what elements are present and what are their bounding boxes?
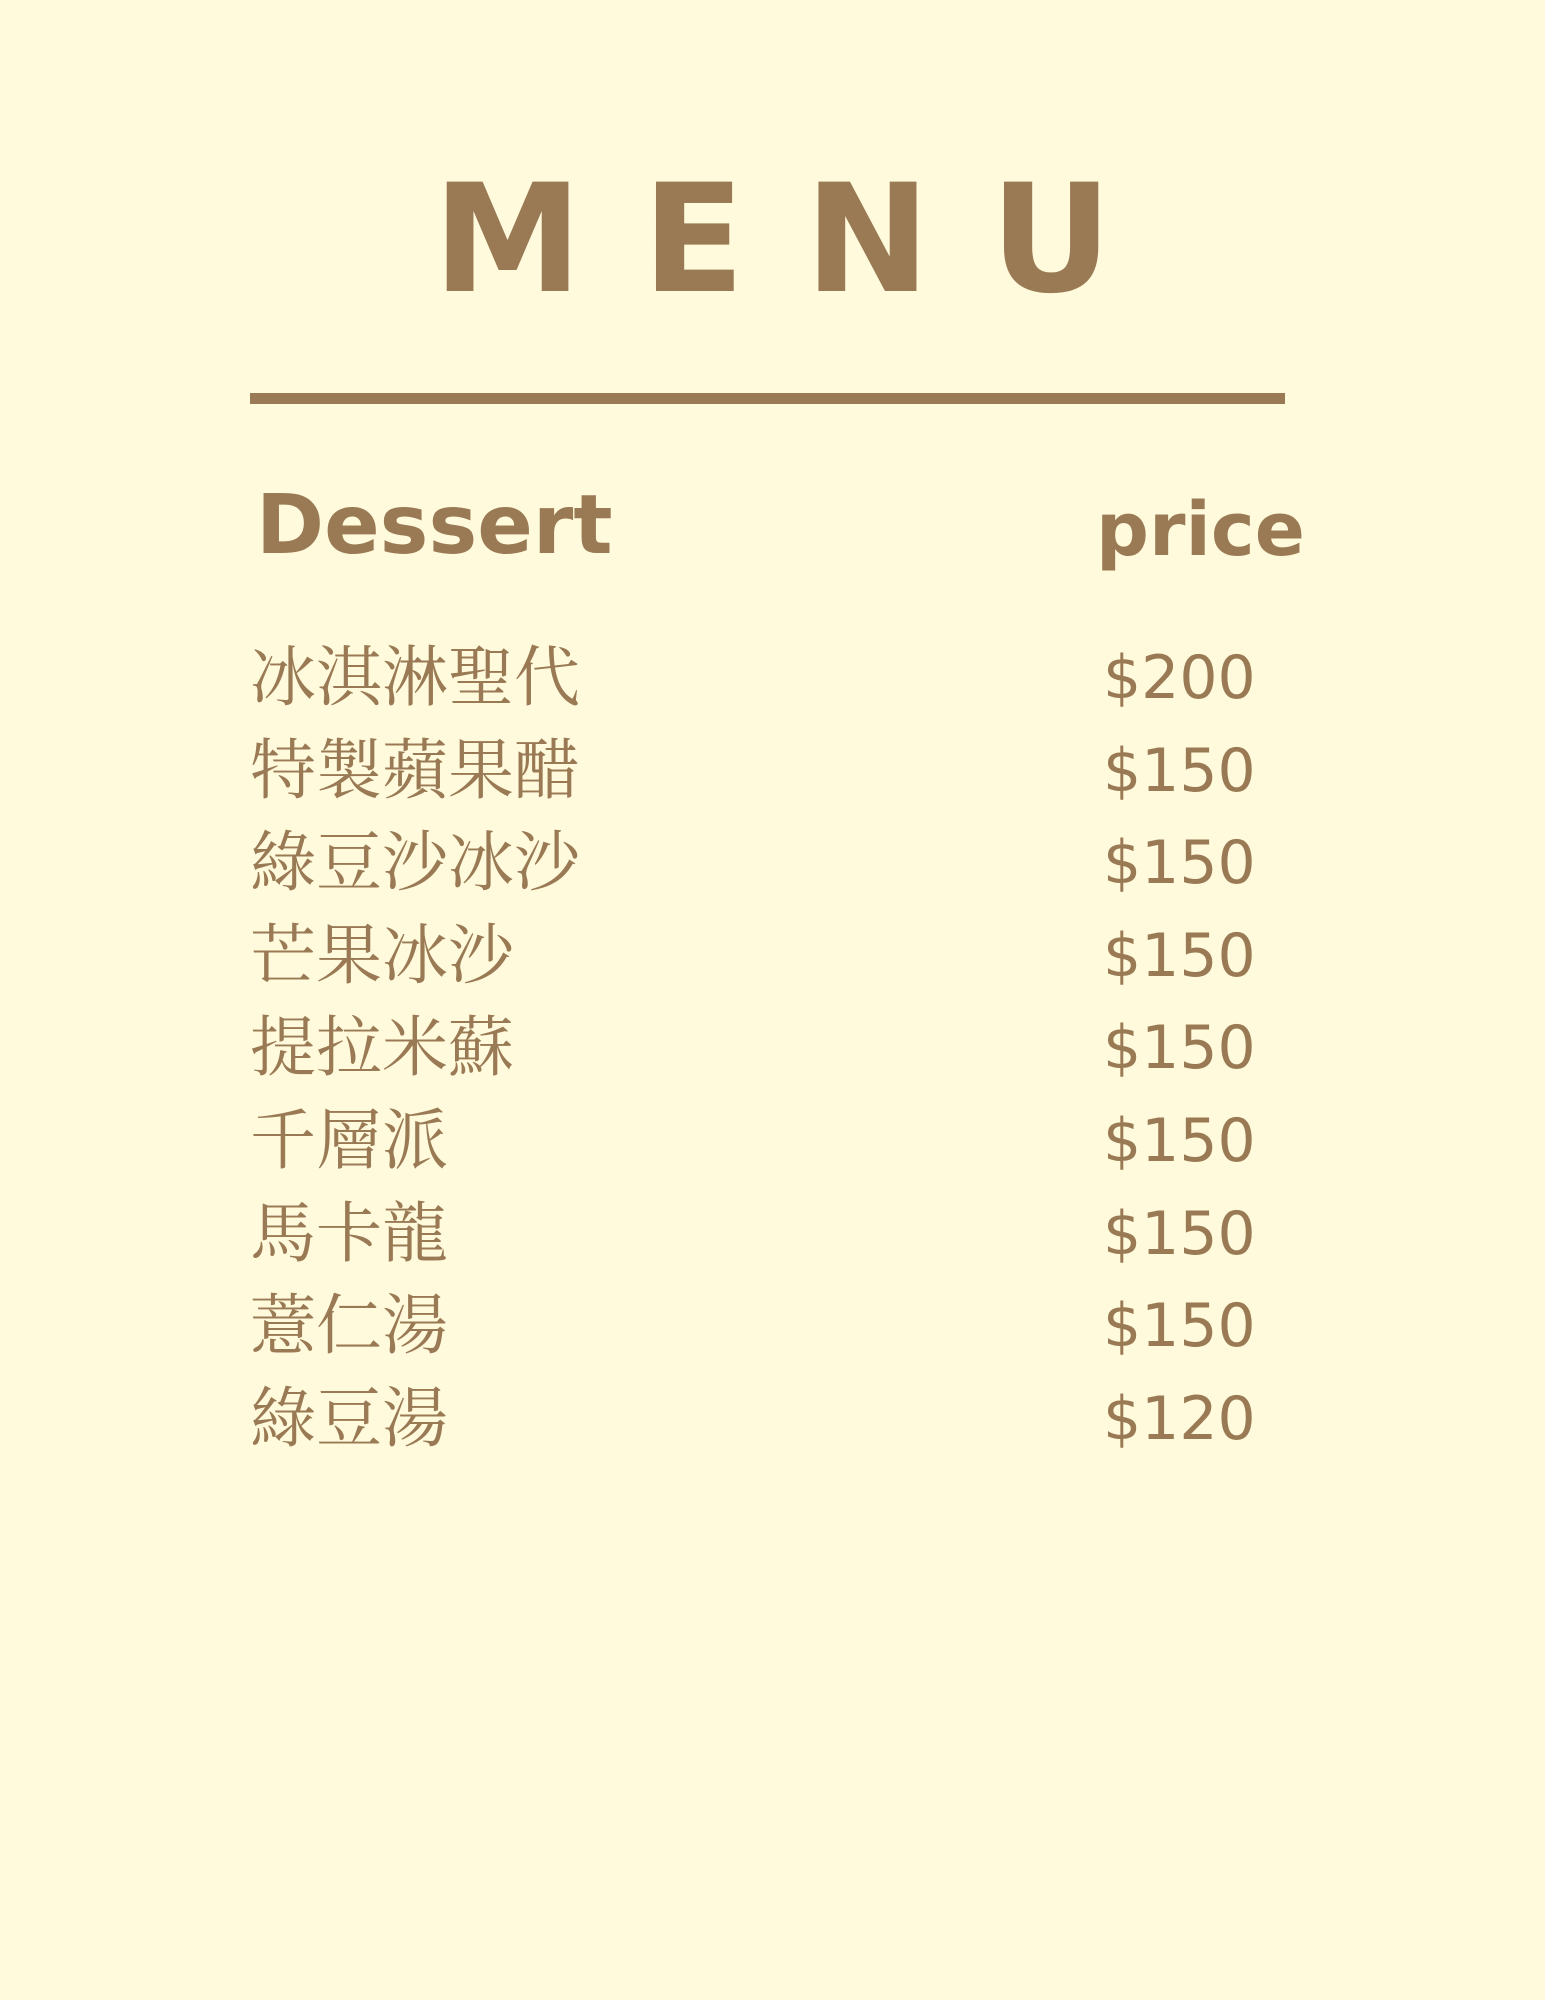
menu-item: [250, 1379, 1280, 1472]
menu-item: [250, 823, 1280, 916]
menu-item-price: $200: [1103, 643, 1256, 713]
menu-item-name: 芒果冰沙: [250, 916, 514, 994]
dessert-column-header: Dessert: [256, 478, 613, 573]
menu-item: [250, 731, 1280, 824]
menu-item: [250, 1194, 1280, 1287]
menu-item-price: $150: [1103, 920, 1256, 991]
menu-item-price: $120: [1103, 1383, 1256, 1454]
menu-item: [250, 1286, 1280, 1379]
menu-item-price: $150: [1103, 1198, 1256, 1269]
menu-item-name: 薏仁湯: [250, 1287, 448, 1365]
menu-item: [250, 638, 1280, 731]
menu-item-price: $150: [1103, 735, 1256, 806]
menu-item: [250, 1008, 1280, 1101]
menu-item-price: $150: [1103, 828, 1256, 899]
title-divider: [250, 393, 1285, 404]
menu-item: [250, 1101, 1280, 1194]
price-column-header: price: [1096, 487, 1305, 573]
menu-item-list: [250, 638, 1280, 1471]
menu-item-name: 冰淇淋聖代: [250, 639, 580, 716]
menu-item-price: $150: [1103, 1013, 1256, 1084]
menu-item-name: 特製蘋果醋: [250, 731, 580, 809]
menu-item-name: 提拉米蘇: [250, 1009, 514, 1087]
menu-title: MENU: [432, 153, 1173, 327]
menu-item-price: $150: [1103, 1105, 1256, 1176]
menu-item-name: 綠豆湯: [250, 1379, 448, 1457]
menu-item-price: $150: [1103, 1291, 1256, 1362]
menu-item: [250, 916, 1280, 1009]
menu-item-name: 馬卡龍: [250, 1194, 448, 1272]
menu-item-name: 千層派: [250, 1101, 448, 1179]
menu-item-name: 綠豆沙冰沙: [250, 824, 580, 902]
